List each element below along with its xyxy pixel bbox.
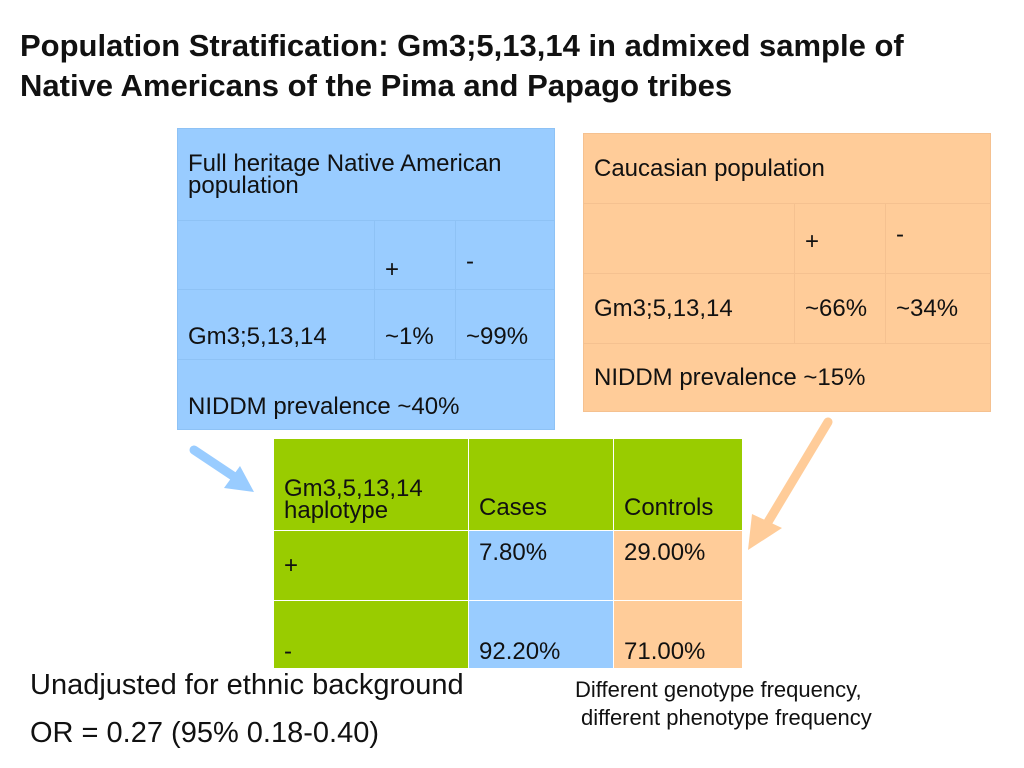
caucasian-table xyxy=(583,133,991,412)
controls-minus-value: 71.00% xyxy=(614,601,743,669)
unadjusted-note: Unadjusted for ethnic background xyxy=(30,669,464,701)
arrow-down-left-icon xyxy=(742,414,838,554)
cases-plus-value: 7.80% xyxy=(469,531,614,601)
native-row-label: Gm3;5,13,14 xyxy=(178,290,375,360)
caucasian-minus-value: ~34% xyxy=(886,274,991,344)
title-line-1: Population Stratification: Gm3;5,13,14 in admixed sample of xyxy=(20,28,904,63)
haplotype-minus-label: - xyxy=(274,601,469,669)
caucasian-empty-cell xyxy=(584,204,795,274)
controls-plus-value: 29.00% xyxy=(614,531,743,601)
arrow-down-right-icon xyxy=(186,440,266,500)
caucasian-table-header: Caucasian population xyxy=(584,134,991,204)
cases-minus-value: 92.20% xyxy=(469,601,614,669)
native-niddm-prevalence: NIDDM prevalence ~40% xyxy=(178,360,555,430)
conclusion-caption xyxy=(575,676,872,732)
native-empty-cell xyxy=(178,221,375,290)
native-plus-label: + xyxy=(375,221,456,290)
native-table-header: Full heritage Native American population xyxy=(178,129,555,221)
cases-header: Cases xyxy=(469,439,614,531)
slide-title xyxy=(20,26,1010,106)
haplotype-plus-label: + xyxy=(274,531,469,601)
caucasian-row-label: Gm3;5,13,14 xyxy=(584,274,795,344)
controls-header: Controls xyxy=(614,439,743,531)
caucasian-niddm-prevalence: NIDDM prevalence ~15% xyxy=(584,344,991,412)
caption-line-2: different phenotype frequency xyxy=(581,705,872,730)
caption-line-1: Different genotype frequency, xyxy=(575,677,862,702)
native-minus-label: - xyxy=(456,221,555,290)
caucasian-plus-label: + xyxy=(795,204,886,274)
caucasian-minus-label: - xyxy=(886,204,991,274)
native-american-table xyxy=(177,128,555,430)
title-line-2: Native Americans of the Pima and Papago tribes xyxy=(20,68,733,103)
odds-ratio: OR = 0.27 (95% 0.18-0.40) xyxy=(30,717,380,749)
caucasian-plus-value: ~66% xyxy=(795,274,886,344)
native-plus-value: ~1% xyxy=(375,290,456,360)
haplotype-header: Gm3,5,13,14 haplotype xyxy=(274,439,469,531)
case-control-table xyxy=(273,438,743,669)
native-minus-value: ~99% xyxy=(456,290,555,360)
